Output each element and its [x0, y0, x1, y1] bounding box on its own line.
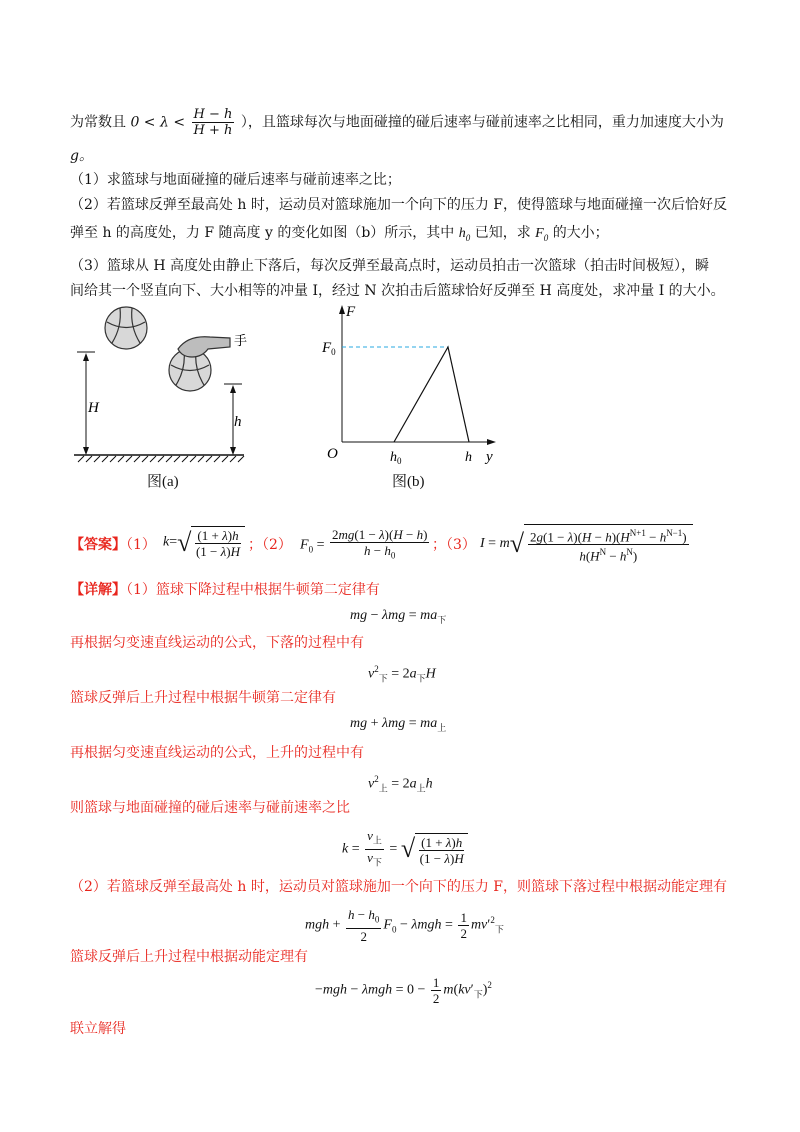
- answer-1-formula: k= √ $\frac{(1 + \lambda)h}{(1 - \lambda)H}$: [163, 526, 245, 559]
- y-axis: [339, 305, 345, 442]
- equation-kinematics-up: $v^2_上 = 2a_上h$: [368, 774, 433, 794]
- hand-label: 手: [234, 334, 248, 349]
- figure-b: [310, 300, 520, 475]
- equation-energy-up: −mgh − λmgh = 0 − $\frac{1}{2}$ $m(kv'_下)^2$: [315, 975, 492, 1006]
- equation-ratio-k: k = $\frac{v_上}{v_下}$ = √ $\frac{(1 + \lambda)h}{(1 - \lambda)H}$: [342, 828, 468, 870]
- basketball-with-hand-icon: [169, 337, 230, 391]
- equation-kinematics-down: $v^2_下 = 2a_下H$: [368, 664, 436, 684]
- h0-letter: h: [390, 450, 397, 465]
- F0-letter: F: [535, 226, 544, 241]
- denominator: H + h: [193, 123, 233, 138]
- y-axis-label: y: [486, 449, 493, 465]
- h-label: h: [234, 414, 242, 430]
- F-axis-label: F: [346, 304, 356, 320]
- origin-label: O: [327, 446, 338, 462]
- fraction: [192, 107, 235, 138]
- detail-text: （1）篮球下降过程中根据牛顿第二定律有: [126, 582, 380, 598]
- H-label: H: [88, 400, 99, 416]
- h-tick-label: h: [465, 450, 472, 465]
- problem-text: 的大小；: [552, 225, 609, 241]
- detail-line-8: 联立解得: [70, 1021, 126, 1037]
- answer-part-3: ；（3）: [432, 537, 476, 553]
- detail-line-3: 篮球反弹后上升过程中根据牛顿第二定律有: [70, 690, 336, 706]
- figure-a: [60, 305, 260, 495]
- numerator: H − h: [193, 107, 233, 122]
- answer-3-formula: I = m √ $\frac{2g(1 - \lambda)(H - h)(H^{N+1} - h^{N-1})}{h(H^N - h^N)}$: [480, 524, 693, 564]
- answer-tag: 【答案】: [70, 537, 126, 553]
- detail-tag: 【详解】: [70, 582, 126, 598]
- detail-line-6: （2）若篮球反弹至最高处 h 时，运动员对篮球施加一个向下的压力 F，则篮球下落过程中根据动能定理有: [70, 879, 727, 895]
- x-axis: [342, 439, 496, 445]
- figure-b-caption: 图(b): [392, 474, 425, 490]
- problem-text: 为常数且: [70, 114, 126, 131]
- h0-tick-label: $h_0$: [390, 450, 402, 466]
- h0-letter: h: [458, 226, 466, 241]
- problem-text: ），且篮球每次与地面碰撞的碰后速率与碰前速率之比相同，重力加速度大小为: [240, 114, 724, 131]
- question-3-line-b: 间给其一个竖直向下、大小相等的冲量 I，经过 N 次拍击后篮球恰好反弹至 H 高度处，求冲量 I 的大小。: [70, 283, 725, 299]
- problem-line-2: g。: [70, 148, 93, 164]
- F0-symbol: $F_0$: [535, 226, 549, 243]
- detail-line-1: [70, 580, 380, 600]
- problem-text: 弹至 h 的高度处，力 F 随高度 y 的变化如图（b）所示，其中: [70, 225, 455, 241]
- answer-line: [70, 535, 156, 555]
- question-3-line-a: （3）篮球从 H 高度处由静止下落后，每次反弹至最高点时，运动员拍击一次篮球（拍击时间极短），瞬: [70, 258, 710, 274]
- detail-line-4: 再根据匀变速直线运动的公式，上升的过程中有: [70, 745, 364, 761]
- ground: [74, 455, 244, 462]
- equation-newton-up: mg + $\lambda mg = ma_上$: [350, 716, 447, 733]
- answer-2-formula: $F_0$ = $\frac{2mg(1 - \lambda)(H - h)}{h - h_0}$: [300, 527, 428, 561]
- force-curve: [394, 347, 469, 442]
- basketball-falling-icon: [105, 307, 147, 349]
- detail-line-7: 篮球反弹后上升过程中根据动能定理有: [70, 949, 308, 965]
- detail-line-2: 再根据匀变速直线运动的公式，下落的过程中有: [70, 635, 364, 651]
- equation-energy-down: mgh + $\frac{h - h_0}{2}$ $F_0 - \lambda mgh$ = $\frac{1}{2}$ $mv'^2_下$: [305, 907, 504, 944]
- answer-part-2: ；（2）: [248, 537, 292, 553]
- h0-symbol: $h_0$: [458, 226, 471, 243]
- detail-line-5: 则篮球与地面碰撞的碰后速率与碰前速率之比: [70, 800, 350, 816]
- inequality: 0 < λ <: [130, 114, 186, 131]
- question-2-line-b: [70, 223, 609, 248]
- question-1: （1）求篮球与地面碰撞的碰后速率与碰前速率之比；: [70, 172, 401, 188]
- answer-part-1: （1）: [126, 537, 156, 553]
- problem-text: 已知，求: [474, 225, 531, 241]
- F0-axis-label: $F_0$: [322, 340, 336, 357]
- figure-a-caption: 图(a): [147, 474, 179, 490]
- question-2-line-a: （2）若篮球反弹至最高处 h 时，运动员对篮球施加一个向下的压力 F，使得篮球与地面碰撞一次后恰好反: [70, 197, 727, 213]
- F0-letter: F: [322, 340, 332, 356]
- equation-newton-down: mg − $\lambda mg = ma_下$: [350, 608, 447, 625]
- problem-line-1: [70, 107, 724, 138]
